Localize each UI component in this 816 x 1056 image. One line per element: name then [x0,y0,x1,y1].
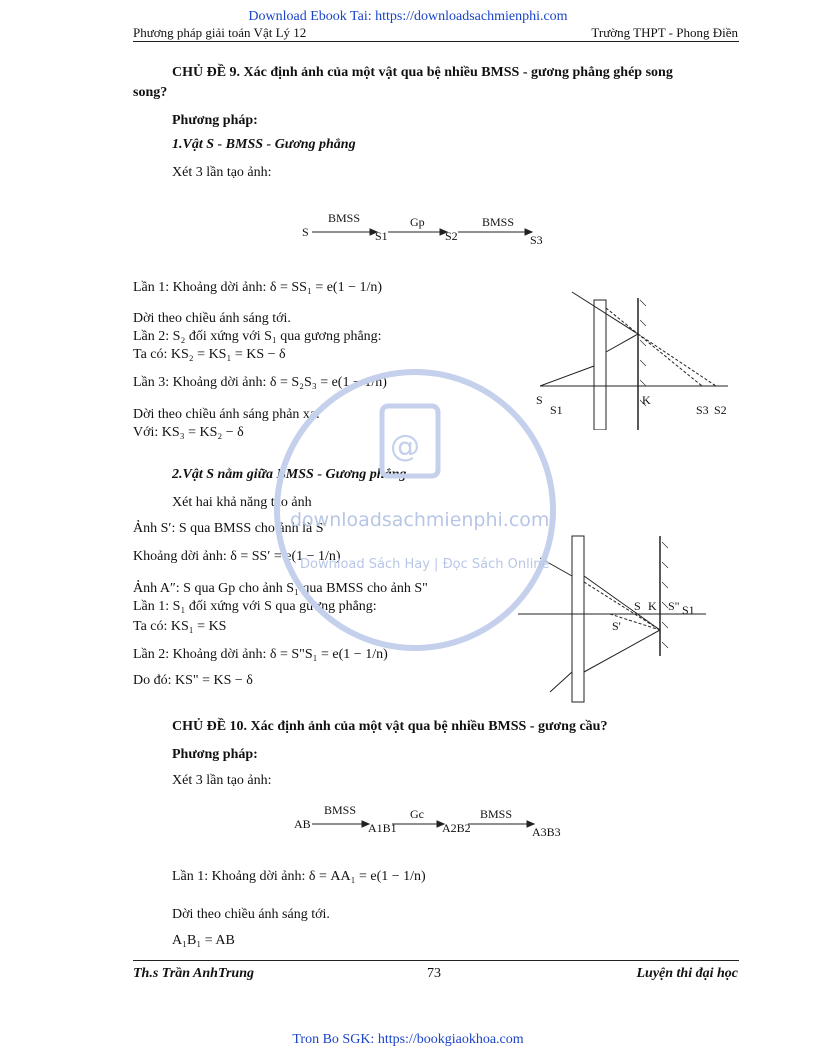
case1-line6: Dời theo chiều ánh sáng phản xạ. [133,407,320,422]
watermark [270,360,560,660]
topic10-line3: A₁B₁ = AB [172,933,235,948]
topic9-method: Phương pháp: [172,113,258,128]
chain2-label-1: BMSS [324,803,357,817]
fig2-label-k: K [648,599,657,613]
topic10-line1: Lần 1: Khoảng dời ảnh: δ = AA₁ = e(1 − 1/n) [172,869,426,884]
chain2-label-3: BMSS [480,807,513,821]
chain-diagram-1 [300,208,560,248]
fig2-label-s: S [634,599,641,613]
chain1-node-s3: S3 [530,233,543,247]
chain2-label-2: Gc [410,807,424,821]
watermark-line2: Download Sách Hay | Đọc Sách Online [300,557,550,572]
header-right: Trường THPT - Phong Điền [591,25,738,40]
topic9-title-cont: song? [133,85,168,100]
chain-diagram-2 [292,802,562,842]
fig2-label-s2: S" [668,599,680,613]
chain1-label-3: BMSS [482,215,515,229]
chain2-node-a1b1: A1B1 [368,821,397,835]
case2-line1: Ảnh S′: S qua BMSS cho ảnh là S′ [133,521,327,536]
case1-line5: Lần 3: Khoảng dời ảnh: δ = S₂S₃ = e(1 − 1/n) [133,375,387,390]
case2-line4: Lần 1: S₁ đối xứng với S qua gương phẳng: [133,599,377,614]
page-number: 73 [427,966,441,981]
chain1-label-2: Gp [410,215,425,229]
case1-intro: Xét 3 lần tạo ảnh: [172,165,272,180]
case1-line7: Với: KS₃ = KS₂ − δ [133,425,244,440]
topic10-method: Phương pháp: [172,747,258,762]
case1-heading: 1.Vật S - BMSS - Gương phẳng [172,137,356,152]
case1-line3: Lần 2: S₂ đối xứng với S₁ qua gương phẳng: [133,329,382,344]
fig1-label-s3: S3 [696,403,709,417]
fig2-label-sp: S' [612,619,621,633]
footer-author: Th.s Trần AnhTrung [133,966,254,981]
fig1-label-s2: S2 [714,403,727,417]
chain1-node-s: S [302,225,309,239]
case2-heading: 2.Vật S nằm giữa BMSS - Gương phẳng [172,467,407,482]
case2-intro: Xét hai khả năng tạo ảnh [172,495,312,510]
chain2-node-a2b2: A2B2 [442,821,471,835]
chain1-label-1: BMSS [328,211,361,225]
chain2-node-ab: AB [294,817,311,831]
footer-right: Luyện thi đại học [636,966,738,981]
fig2-label-s1: S1 [682,603,695,617]
fig1-label-s1: S1 [550,403,563,417]
topic9-title: CHỦ ĐỀ 9. Xác định ảnh của một vật qua bệ nhiều BMSS - gương phẳng ghép song [172,65,673,80]
header-rule [133,41,739,42]
case2-line2: Khoảng dời ảnh: δ = SS′ = e(1 − 1/n) [133,549,341,564]
case1-line1: Lần 1: Khoảng dời ảnh: δ = SS₁ = e(1 − 1/n) [133,280,383,295]
figure-1 [532,290,732,430]
case2-line5: Ta có: KS₁ = KS [133,619,227,634]
case2-line3: Ảnh A″: S qua Gp cho ảnh S₁ qua BMSS cho ảnh S" [133,581,428,596]
fig1-label-s: S [536,393,543,407]
bottom-link[interactable]: Tron Bo SGK: https://bookgiaokhoa.com [292,1032,524,1047]
header-left: Phương pháp giải toán Vật Lý 12 [133,25,307,40]
case2-line6: Lần 2: Khoảng dời ảnh: δ = S"S₁ = e(1 − 1/n) [133,647,388,662]
case2-line7: Do đó: KS" = KS − δ [133,673,253,688]
case1-line4: Ta có: KS₂ = KS₁ = KS − δ [133,347,286,362]
chain1-node-s1: S1 [375,229,388,243]
topic10-title: CHỦ ĐỀ 10. Xác định ảnh của một vật qua bệ nhiều BMSS - gương cầu? [172,719,608,734]
footer-rule [133,960,739,961]
fig1-label-k: K [642,393,651,407]
chain2-node-a3b3: A3B3 [532,825,561,839]
topic10-line2: Dời theo chiều ánh sáng tới. [172,907,330,922]
at-icon: @ [390,429,420,464]
topic10-intro: Xét 3 lần tạo ảnh: [172,773,272,788]
watermark-line1: downloadsachmienphi.com [290,509,550,531]
chain1-node-s2: S2 [445,229,458,243]
top-download-link[interactable]: Download Ebook Tai: https://downloadsachmienphi.com [248,9,568,24]
case1-line2: Dời theo chiều ánh sáng tới. [133,311,291,326]
